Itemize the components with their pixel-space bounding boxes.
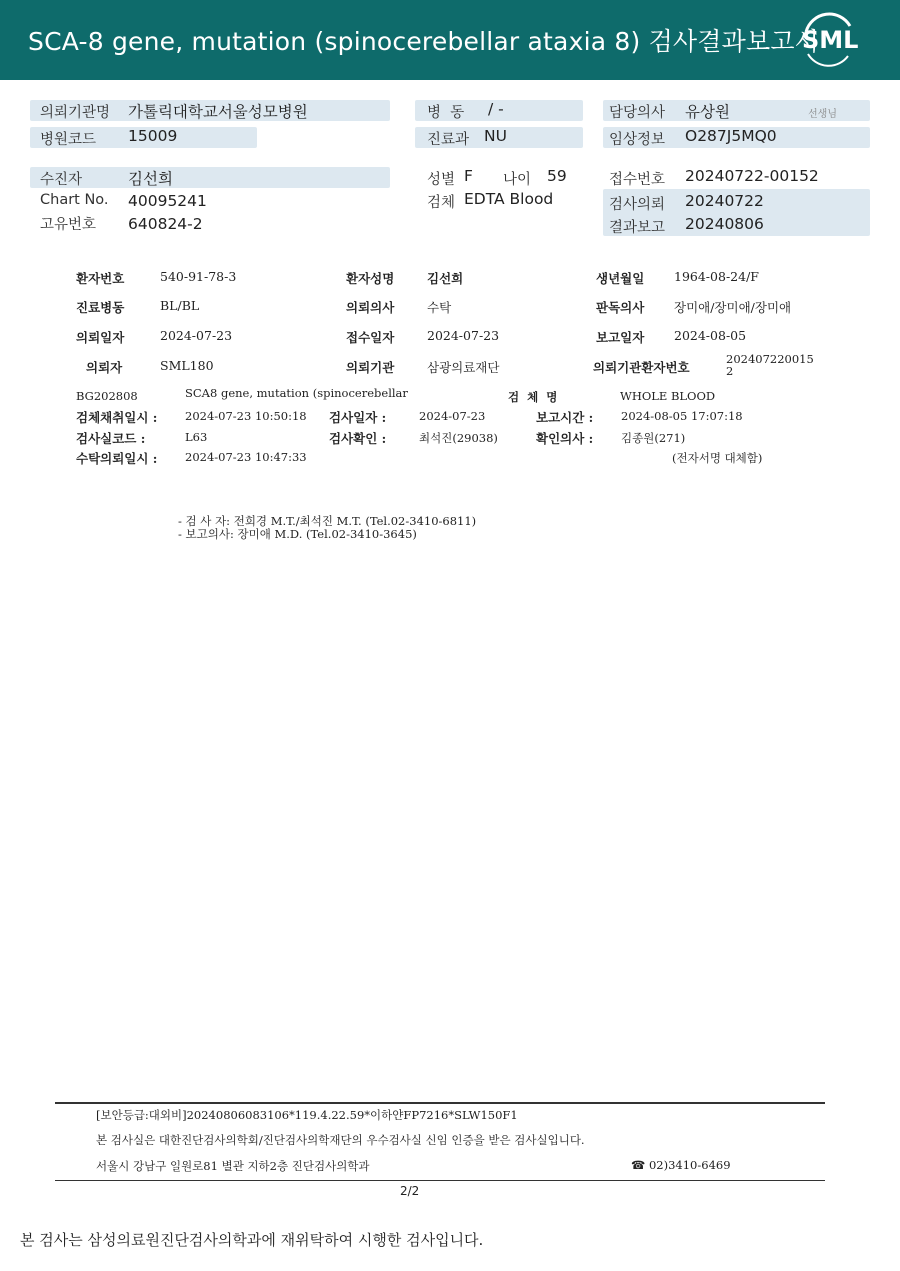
scan-r3-v2: 2024-07-23	[427, 328, 500, 343]
scan-r4-v1: SML180	[160, 358, 214, 373]
scan-r4-v3a: 202407220015	[726, 352, 814, 366]
outsourcing-footnote: 본 검사는 삼성의료원진단검사의학과에 재위탁하여 시행한 검사입니다.	[20, 1231, 484, 1249]
scan-r4-v2: 삼광의료재단	[427, 360, 500, 375]
chart-value: 40095241	[128, 192, 207, 210]
report-header	[0, 0, 900, 80]
clinical-value: O287J5MQ0	[685, 127, 777, 145]
ward-value: / -	[488, 100, 504, 118]
certification-line: 본 검사실은 대한진단검사의학회/진단검사의학재단의 우수검사실 신임 인증을 받은 검사실입니다.	[96, 1133, 585, 1147]
scan-r6-v1: 2024-07-23 10:50:18	[185, 409, 307, 423]
scan-test-name: SCA8 gene, mutation (spinocerebellar	[185, 386, 408, 400]
sex-label: 성별	[427, 172, 456, 188]
org-label: 의뢰기관명	[40, 105, 111, 121]
scan-r6-v3: 2024-08-05 17:07:18	[621, 409, 743, 423]
tester-line: - 검 사 자: 전희경 M.T./최석진 M.T. (Tel.02-3410-6811)	[178, 514, 477, 528]
scan-r7-l2: 검사확인 :	[329, 431, 387, 446]
scan-r3-v3: 2024-08-05	[674, 328, 747, 343]
logo-text: SML	[802, 26, 859, 54]
report-date-value: 20240806	[685, 215, 764, 233]
sex-value: F	[464, 167, 473, 185]
scan-r4-l2: 의뢰기관	[346, 360, 395, 375]
age-label: 나이	[503, 172, 532, 188]
scan-r2-v2: 수탁	[427, 300, 452, 315]
uid-value: 640824-2	[128, 215, 203, 233]
patient-name-value: 김선희	[128, 170, 173, 188]
scan-r7-l3: 확인의사 :	[536, 431, 594, 446]
clinical-label: 임상정보	[609, 132, 666, 148]
hospital-code-label: 병원코드	[40, 132, 97, 148]
scan-r6-l1: 검체채취일시 :	[76, 410, 158, 425]
patient-name-label: 수진자	[40, 172, 83, 188]
doctor-suffix: 선생님	[808, 109, 837, 120]
scan-r2-l1: 진료병동	[76, 300, 125, 315]
scan-r6-l3: 보고시간 :	[536, 410, 594, 425]
scan-r4-l1: 의뢰자	[86, 360, 123, 375]
specimen-label: 검체	[427, 195, 456, 211]
scan-r2-v1: BL/BL	[160, 298, 200, 313]
specimen-value: EDTA Blood	[464, 190, 554, 208]
esignature-note: (전자서명 대체함)	[672, 451, 763, 465]
hospital-code-value: 15009	[128, 127, 178, 145]
scan-r1-v3: 1964-08-24/F	[674, 269, 759, 284]
request-label: 검사의뢰	[609, 197, 666, 213]
patient-name-bar	[30, 167, 390, 188]
scan-r8-l1: 수탁의뢰일시 :	[76, 451, 158, 466]
page-number: 2/2	[400, 1184, 420, 1198]
scan-r6-l2: 검사일자 :	[329, 410, 387, 425]
report-title: SCA-8 gene, mutation (spinocerebellar ataxia 8) 검사결과보고서	[28, 27, 820, 56]
footer-top-rule	[55, 1102, 825, 1104]
scan-r3-l1: 의뢰일자	[76, 330, 125, 345]
receipt-value: 20240722-00152	[685, 167, 819, 185]
report-date-label: 결과보고	[609, 220, 666, 236]
phone-line: ☎ 02)3410-6469	[631, 1158, 731, 1172]
doctor-value: 유상원	[685, 103, 730, 121]
scan-r8-v1: 2024-07-23 10:47:33	[185, 450, 307, 464]
footer-bottom-rule	[55, 1180, 825, 1181]
scan-r1-v2: 김선희	[427, 271, 464, 286]
chart-label: Chart No.	[40, 192, 109, 208]
age-value: 59	[547, 167, 567, 185]
sml-logo	[798, 12, 858, 68]
security-line: [보안등급:대외비]20240806083106*119.4.22.59*이하얀FP7216*SLW150F1	[96, 1108, 518, 1122]
scan-r6-v2: 2024-07-23	[419, 409, 486, 423]
scan-r3-l3: 보고일자	[596, 330, 645, 345]
scan-r1-l2: 환자성명	[346, 271, 395, 286]
request-value: 20240722	[685, 192, 764, 210]
scan-specimen-value: WHOLE BLOOD	[620, 389, 716, 403]
scan-code: BG202808	[76, 389, 138, 403]
receipt-label: 접수번호	[609, 172, 666, 188]
dept-label: 진료과	[427, 132, 470, 148]
doctor-label: 담당의사	[609, 105, 666, 121]
scan-r2-v3: 장미애/장미애/장미애	[674, 300, 792, 315]
scan-r3-l2: 접수일자	[346, 330, 395, 345]
scan-r7-v1: L63	[185, 430, 208, 444]
reporter-line: - 보고의사: 장미애 M.D. (Tel.02-3410-3645)	[178, 527, 417, 541]
uid-label: 고유번호	[40, 217, 97, 233]
dept-value: NU	[484, 127, 507, 145]
scan-r2-l3: 판독의사	[596, 300, 645, 315]
scan-r7-v2: 최석진(29038)	[419, 431, 498, 445]
scan-r7-v3: 김종원(271)	[621, 431, 686, 445]
scan-r4-v3b: 2	[726, 364, 734, 378]
address-line: 서울시 강남구 일원로81 별관 지하2층 진단검사의학과	[96, 1159, 370, 1173]
scan-specimen-label: 검 체 명	[508, 390, 558, 404]
scan-r1-l1: 환자번호	[76, 271, 125, 286]
scan-r3-v1: 2024-07-23	[160, 328, 233, 343]
scan-r7-l1: 검사실코드 :	[76, 431, 146, 446]
scan-r2-l2: 의뢰의사	[346, 300, 395, 315]
scan-r4-l3: 의뢰기관환자번호	[593, 360, 690, 375]
scan-r1-v1: 540-91-78-3	[160, 269, 237, 284]
scan-r1-l3: 생년월일	[596, 271, 645, 286]
org-value: 가톨릭대학교서울성모병원	[128, 103, 308, 121]
ward-label: 병 동	[427, 105, 465, 121]
